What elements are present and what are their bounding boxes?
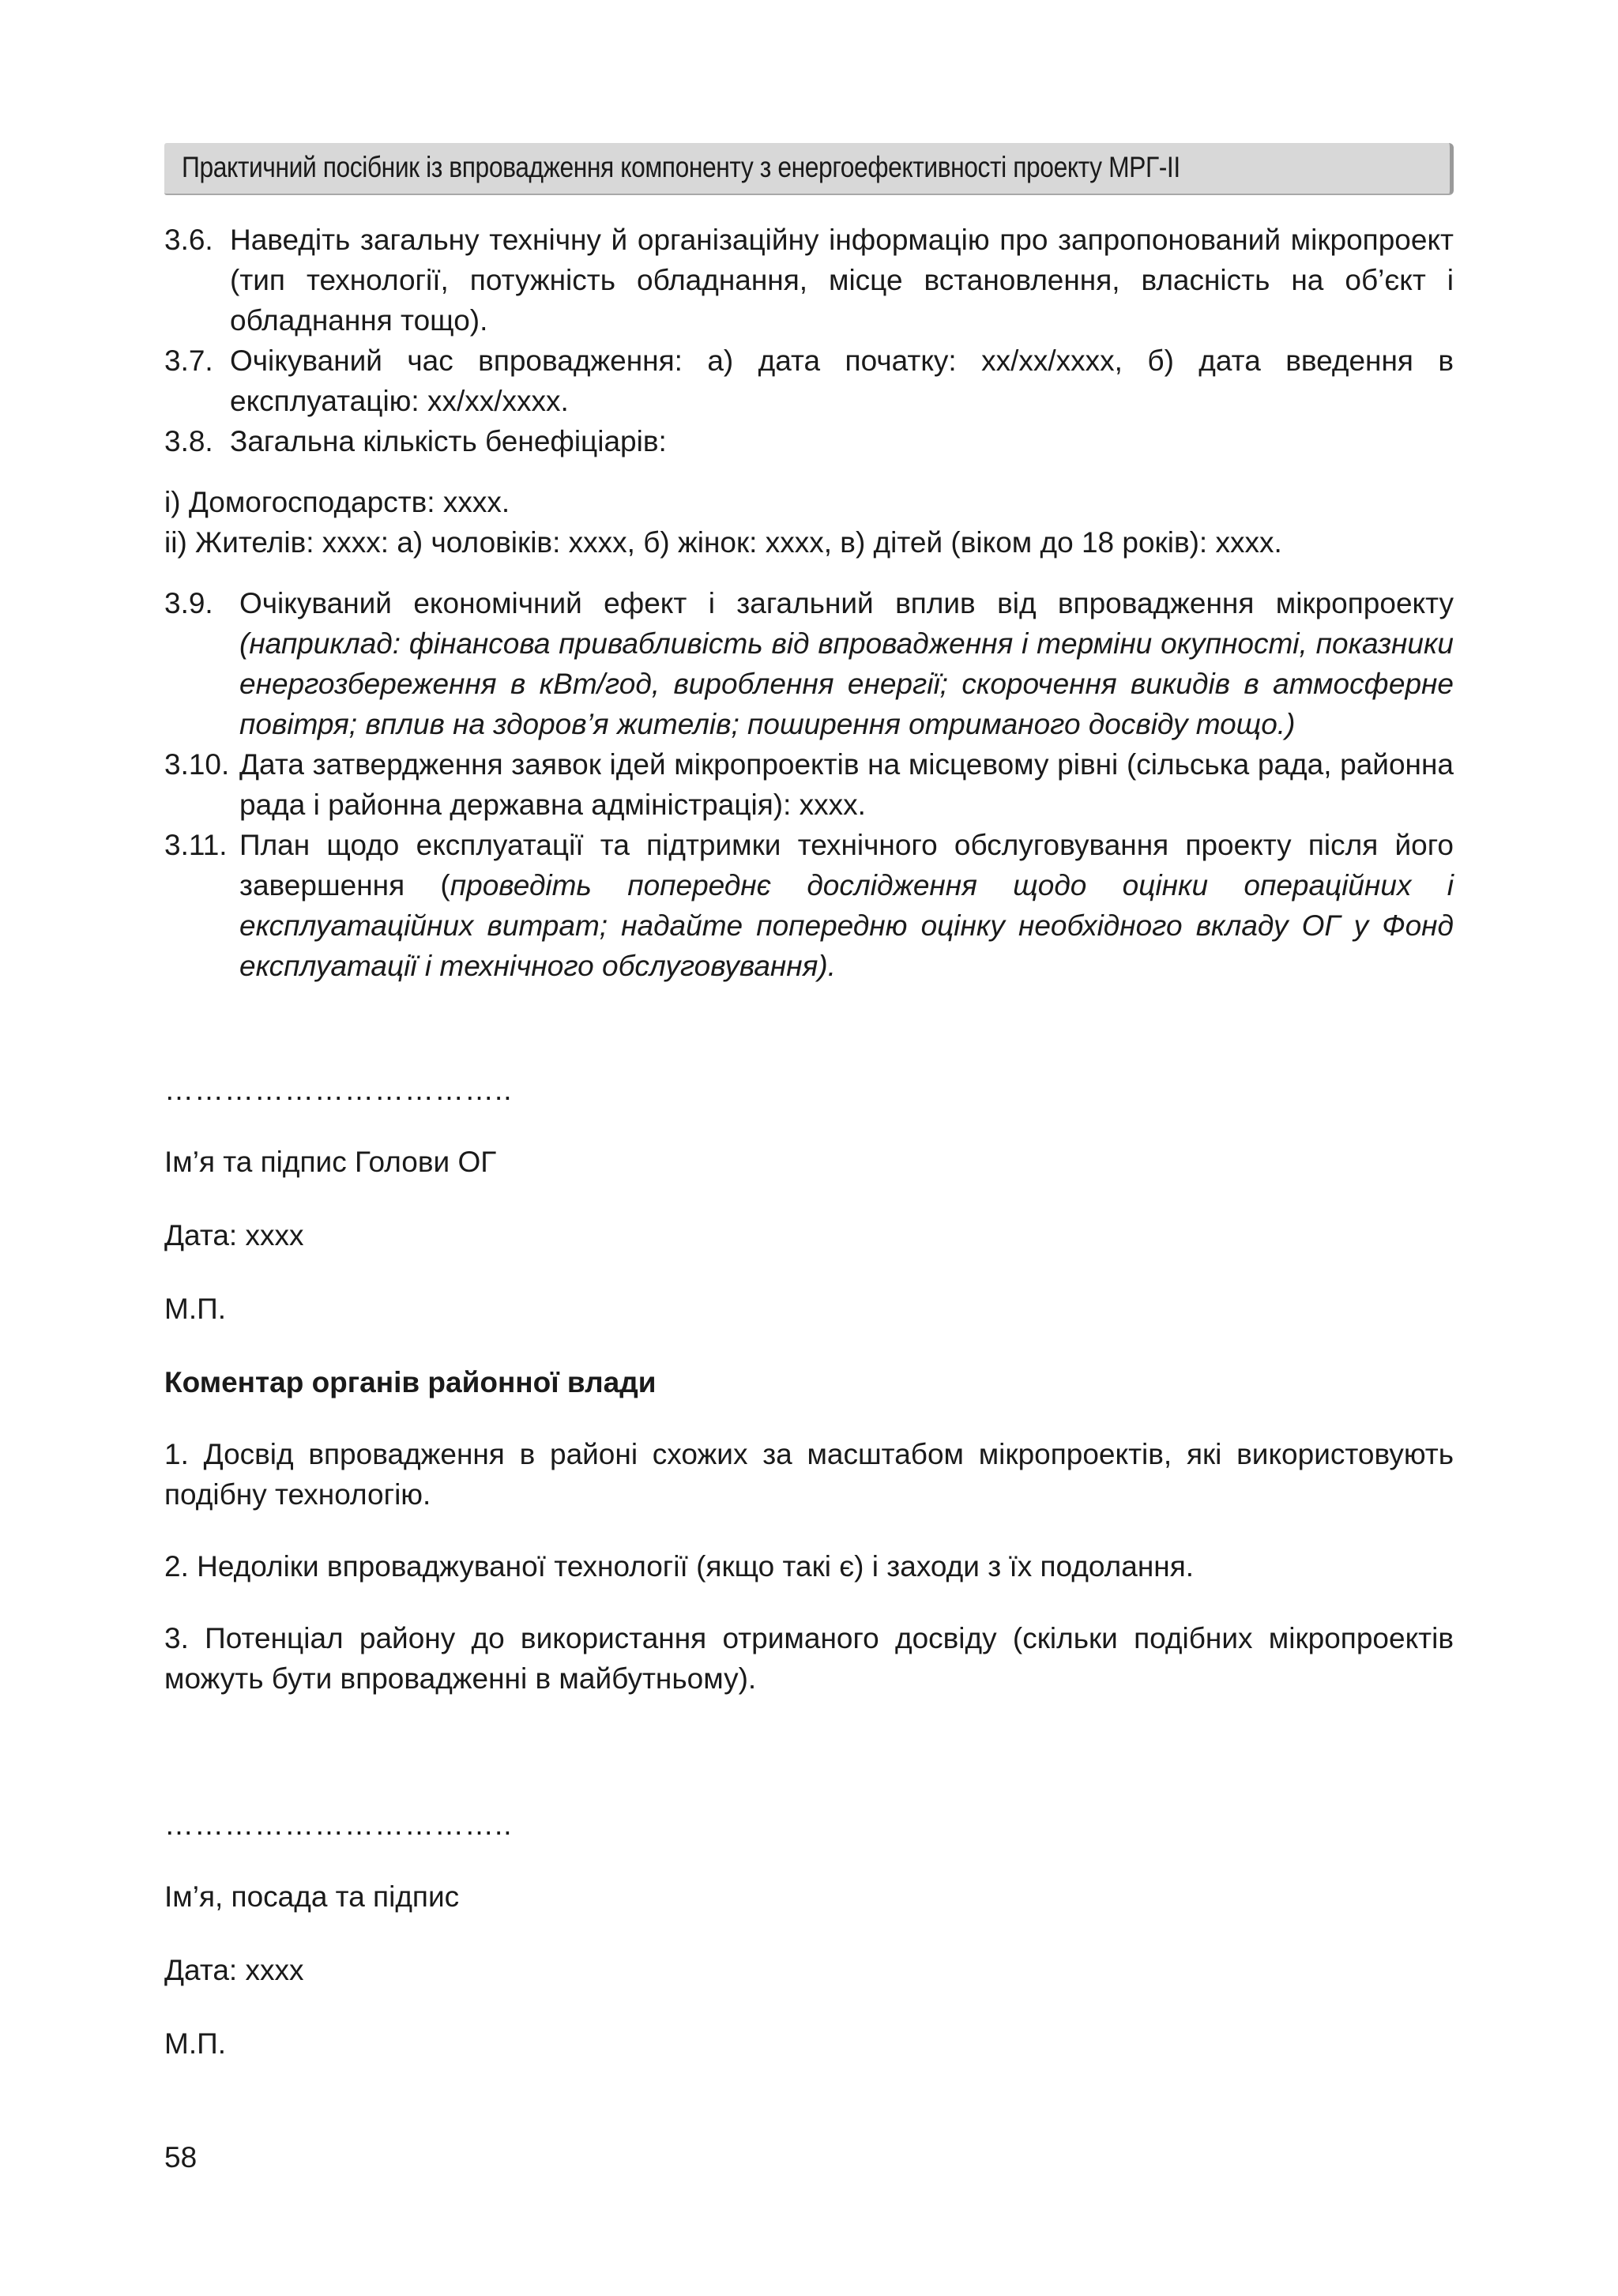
- running-header: [164, 143, 1454, 195]
- signature-stamp: М.П.: [164, 2027, 226, 2060]
- signature-date: Дата: хххх: [164, 1219, 304, 1252]
- section-heading: Коментар органів районної влади: [164, 1366, 657, 1398]
- item-italic-note: проведіть попереднє дослідження щодо оцінки операційних і експлуатаційних витрат; надайте попередню оцінку необхідного вкладу ОГ у Фонд експлуатації і технічного обслуговування).: [239, 869, 1454, 982]
- page-content: [164, 220, 1454, 2064]
- item-text: Очікуваний час впровадження: а) дата початку: хх/хх/хххх, б) дата введення в експлуатацію: хх/хх/хххх.: [230, 344, 1454, 417]
- item-text: Дата затвердження заявок ідей мікропроектів на місцевому рівні (сільська рада, районна рада і районна державна адміністрація): хххх.: [239, 748, 1454, 821]
- item-italic-note: (наприклад: фінансова привабливість від впровадження і терміни окупності, показники енергозбереження в кВт/год, вироблення енергії; скорочення викидів в атмосферне повітря; вплив на здоров’я жителів; поширення отриманого досвіду тощо.): [239, 627, 1454, 740]
- residents-line: ii) Жителів: хххх: а) чоловіків: хххх, б) жінок: хххх, в) дітей (віком до 18 років): хххх.: [164, 526, 1282, 559]
- comment-paragraph-1: 1. Досвід впровадження в районі схожих за масштабом мікропроектів, які використовують подібну технологію.: [164, 1438, 1454, 1511]
- item-number: 3.9.: [164, 587, 213, 619]
- running-header-title: Практичний посібник із впровадження компоненту з енергоефективності проекту МРГ-ІІ: [182, 151, 1180, 183]
- comment-paragraph-2: 2. Недоліки впроваджуваної технології (якщо такі є) і заходи з їх подолання.: [164, 1550, 1195, 1583]
- item-text: Загальна кількість бенефіціарів:: [230, 425, 667, 457]
- item-number: 3.6.: [164, 224, 213, 256]
- signature-stamp: М.П.: [164, 1293, 226, 1325]
- item-text: Наведіть загальну технічну й організаційну інформацію про запропонований мікропроект (тип технології, потужність обладнання, місце встановлення, власність на об’єкт і обладнання тощо).: [230, 224, 1454, 337]
- item-number: 3.8.: [164, 425, 213, 457]
- comment-paragraph-3: 3. Потенціал району до використання отриманого досвіду (скільки подібних мікропроектів можуть бути впровадженні в майбутньому).: [164, 1622, 1454, 1695]
- item-number: 3.10.: [164, 748, 230, 781]
- list-item-3-9: [164, 583, 1454, 744]
- item-number: 3.7.: [164, 344, 213, 377]
- signature-name-label: Ім’я та підпис Голови ОГ: [164, 1146, 497, 1178]
- list-item-3-8: [164, 421, 1454, 461]
- list-item-3-11: [164, 825, 1454, 986]
- signature-dotted-line: ……………………………..: [164, 1074, 513, 1106]
- item-text: План щодо експлуатації та підтримки технічного обслуговування проекту після його завершення (проведіть попереднє дослідження щодо оцінки операційних і експлуатаційних витрат; надайте попередню оцінку необхідного вкладу ОГ у Фонд експлуатації і технічного обслуговування).: [239, 829, 1454, 982]
- item-text: Очікуваний економічний ефект і загальний вплив від впровадження мікропроекту (наприклад: фінансова привабливість від впровадження і терміни окупності, показники енергозбереження в кВт/год, вироблення енергії; скорочення викидів в атмосферне повітря; вплив на здоров’я жителів; поширення отриманого досвіду тощо.): [239, 587, 1454, 740]
- item-number: 3.11.: [164, 829, 228, 861]
- list-item-3-10: [164, 744, 1454, 825]
- signature-name-label: Ім’я, посада та підпис: [164, 1880, 460, 1913]
- list-item-3-7: [164, 341, 1454, 421]
- signature-date: Дата: хххх: [164, 1954, 304, 1986]
- list-item-3-6: [164, 220, 1454, 341]
- households-line: i) Домогосподарств: хххх.: [164, 486, 510, 518]
- signature-dotted-line: ……………………………..: [164, 1809, 513, 1841]
- page-number: 58: [164, 2141, 198, 2174]
